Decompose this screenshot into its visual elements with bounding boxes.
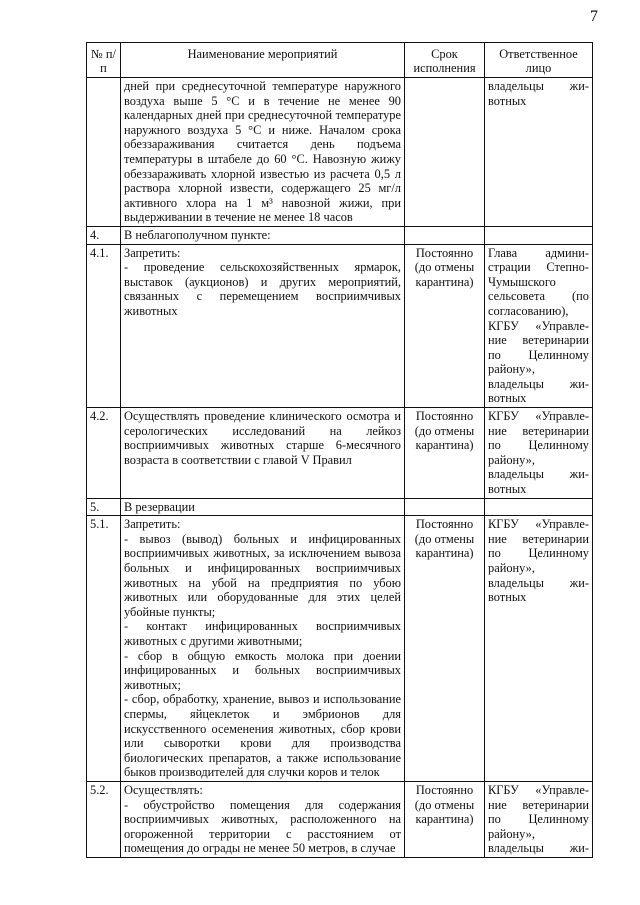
row-number: 4.2. (87, 408, 121, 499)
responsible-line: ние ветеринарии (488, 797, 589, 812)
responsible-line: району», (488, 561, 535, 575)
table-row (87, 244, 593, 408)
table-row (87, 78, 593, 227)
row-number: 5. (87, 498, 121, 516)
header-term: Срок исполнения (405, 43, 485, 78)
row-number: 5.1. (87, 516, 121, 782)
responsible-line: району», (488, 362, 535, 377)
row-responsible (485, 244, 593, 408)
row-activity: Осуществлять проведение клинического осмотра и серологических исследований на лейкоз восприимчивых животных старше 6-месячного возраста в соответствии с главой V Правил (121, 408, 405, 499)
header-activity: Наименование мероприятий (121, 43, 405, 78)
responsible-line: району», (488, 826, 535, 841)
row-number: 4.1. (87, 244, 121, 408)
row-term: Постоянно (до отмены карантина) (405, 781, 485, 857)
responsible-line: Глава админи- (488, 245, 589, 260)
responsible-line: владельцы жи- (488, 79, 589, 93)
responsible-line: владельцы жи- (488, 376, 589, 391)
responsible-line: по Целинному (488, 546, 589, 561)
responsible-line: вотных (488, 590, 527, 605)
responsible-line: владельцы жи- (488, 467, 589, 482)
responsible-line: по Целинному (488, 347, 589, 362)
table-row (87, 408, 593, 499)
section-row (87, 498, 593, 516)
responsible-line: КГБУ «Управле- (488, 782, 589, 797)
row-responsible (485, 516, 593, 782)
row-activity: В резервации (121, 498, 405, 516)
section-row (87, 226, 593, 244)
table-row (87, 516, 593, 782)
row-activity: дней при среднесуточной температуре наружного воздуха выше 5 °С и в течение не менее 90 календарных дней при среднесуточной температуре наружного воздуха 5 °С и ниже. Началом срока обеззараживания считается день подъема температуры в штабеле до 60 °С. Навозную жижу обеззараживать хлорной известью из расчета 0,5 л раствора хлорной извести, содержащего 25 мг/л активного хлора на 1 м³ навозной жижи, при выдерживании в течение не менее 18 часов (121, 78, 405, 227)
responsible-line: согласованию), (488, 303, 569, 318)
row-responsible (485, 781, 593, 857)
responsible-line: вотных (488, 482, 527, 497)
row-number (87, 78, 121, 227)
table-row (87, 781, 593, 857)
responsible-line: Чумышского (488, 274, 556, 289)
row-activity: В неблагополучном пункте: (121, 226, 405, 244)
responsible-line: владельцы жи- (488, 841, 589, 856)
responsible-line: району», (488, 452, 535, 467)
responsible-line: ние ветеринарии (488, 423, 589, 438)
responsible-line: КГБУ «Управле- (488, 517, 589, 532)
row-activity: Запретить: - вывоз (вывод) больных и инфицированных восприимчивых животных, за исключением вывоза больных и инфицированных восприимчивых животных на убой на предприятия по убою животных или оборудованные для этих целей убойные пункты; - контакт инфицированных восприимчивых животных с другими животными; - сбор в общую емкость молока при доении инфицированных и больных восприимчивых животных; - сбор, обработку, хранение, вывоз и использование спермы, яйцеклеток и эмбрионов для искусственного осеменения животных, сбор крови или сыворотки крови для производства биологических препаратов, а также использование быков производителей для случки коров и телок (121, 516, 405, 782)
responsible-line: сельсовета (по (488, 289, 589, 304)
row-activity: Осуществлять: - обустройство помещения для содержания восприимчивых животных, расположенного на огороженной территории с расстоянием от помещения до ограды не менее 50 метров, в случае (121, 781, 405, 857)
row-term: Постоянно (до отмены карантина) (405, 244, 485, 408)
row-term (405, 226, 485, 244)
row-term: Постоянно (до отмены карантина) (405, 516, 485, 782)
responsible-line: страции Степно- (488, 260, 589, 275)
responsible-line: ние ветеринарии (488, 333, 589, 348)
responsible-line: по Целинному (488, 812, 589, 827)
page-number: 7 (590, 8, 598, 25)
row-responsible (485, 78, 593, 227)
row-responsible (485, 226, 593, 244)
header-responsible: Ответственное лицо (485, 43, 593, 78)
row-activity: Запретить: - проведение сельскохозяйственных ярмарок, выставок (аукционов) и других мероприятий, связанных с перемещением восприимчивых животных (121, 244, 405, 408)
row-term: Постоянно (до отмены карантина) (405, 408, 485, 499)
table-header-row (87, 43, 593, 78)
row-responsible (485, 408, 593, 499)
header-number: № п/п (87, 43, 121, 78)
responsible-line: КГБУ «Управле- (488, 409, 589, 424)
responsible-line: владельцы жи- (488, 575, 589, 590)
row-term (405, 498, 485, 516)
responsible-line: вотных (488, 391, 527, 406)
responsible-line: вотных (488, 93, 527, 108)
row-responsible (485, 498, 593, 516)
responsible-line: ние ветеринарии (488, 531, 589, 546)
row-number: 5.2. (87, 781, 121, 857)
quarantine-measures-table (86, 42, 593, 858)
row-term (405, 78, 485, 227)
responsible-line: по Целинному (488, 438, 589, 453)
row-number: 4. (87, 226, 121, 244)
responsible-line: КГБУ «Управле- (488, 318, 589, 333)
